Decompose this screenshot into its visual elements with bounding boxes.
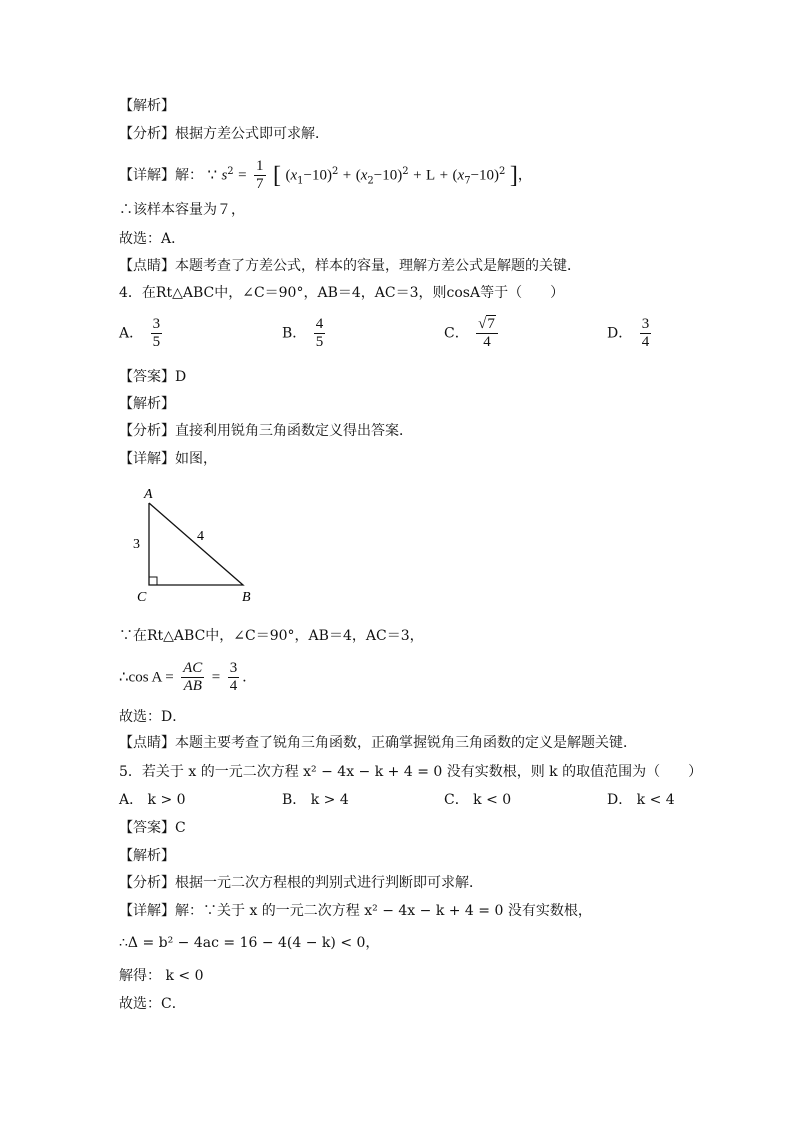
q5-option-a: A． k > 0 [119, 792, 186, 808]
q5-analysis-heading: 【解析】 [119, 848, 175, 864]
q5-delta-line: ∴Δ = b² − 4ac = 16 − 4(4 − k) < 0， [119, 935, 380, 951]
calc-tail: ． [242, 669, 257, 686]
option-c-label: C． [444, 325, 469, 342]
q5-answer-line [119, 818, 186, 838]
q5-option-b: B． k > 4 [282, 792, 349, 808]
q4-analysis-heading: 【解析】 [119, 396, 175, 412]
q4-analysis-text: 直接利用锐角三角函数定义得出答案． [175, 423, 413, 439]
q3-detail-lead: 解： [175, 167, 203, 184]
term1-square: 2 [331, 165, 339, 177]
q3-choose: 故选：A． [119, 231, 186, 247]
option-b-fraction [314, 316, 326, 351]
answer-tag: 【答案】 [119, 820, 175, 836]
detail-tag: 【详解】 [119, 903, 175, 919]
q5-option-d: D． k < 4 [607, 792, 675, 808]
side-ab-label: 4 [197, 529, 204, 544]
equals-sign: = [238, 167, 247, 184]
answer-tag: 【答案】 [119, 369, 175, 385]
plus-sign: + [439, 167, 449, 184]
q5-choose: 故选：C． [119, 996, 186, 1012]
option-c-fraction [476, 316, 498, 351]
vertex-b-label: B [242, 590, 251, 605]
q4-answer-line [119, 367, 186, 387]
q5-answer: C [175, 820, 186, 836]
plus-sign: + [342, 167, 352, 184]
detail-tag: 【详解】 [119, 451, 175, 467]
term2-minus-ten: −10 [373, 167, 398, 184]
term2-square: 2 [402, 165, 409, 177]
term7-subscript: 7 [464, 175, 471, 187]
q5-analysis-line [119, 873, 483, 893]
q5-detail-line [119, 901, 592, 921]
option-d-fraction [640, 316, 652, 351]
triangle-outline [149, 503, 243, 585]
fraction-numerator: 1 [256, 158, 264, 174]
q4-calc-line [119, 660, 256, 695]
term1-variable: x [290, 167, 298, 184]
left-bracket: [ [273, 162, 281, 189]
variance-square: 2 [227, 165, 234, 177]
formula-tail: ， [517, 167, 532, 184]
option-a-label: A． [119, 325, 144, 342]
option-d-numerator: 3 [641, 316, 650, 332]
option-a-fraction [151, 316, 163, 351]
option-b-label: B． [282, 325, 307, 342]
q3-analysis-text: 根据方差公式即可求解． [175, 126, 329, 142]
result-denominator: 4 [229, 678, 238, 694]
ac-numerator: AC [183, 660, 203, 676]
fenxi-tag: 【分析】 [119, 126, 175, 142]
q5-solve-line: 解得： k < 0 [119, 968, 204, 984]
q5-analysis-text: 根据一元二次方程根的判别式进行判断即可求解． [175, 875, 483, 891]
ac-over-ab-fraction [181, 660, 204, 695]
q4-option-c [444, 316, 501, 351]
q5-detail-text: 解：∵关于 x 的一元二次方程 x² − 4x − k + 4 = 0 没有实数根， [175, 903, 592, 919]
option-d-denominator: 4 [641, 334, 650, 350]
option-a-denominator: 5 [152, 334, 161, 350]
vertex-c-label: C [137, 590, 147, 605]
option-b-numerator: 4 [315, 316, 324, 332]
q5-option-c: C． k < 0 [444, 792, 512, 808]
ellipsis-L: L [425, 167, 436, 184]
q4-stem: 4．在Rt△ABC中，∠C＝90°，AB＝4，AC＝3，则cosA等于（ ） [119, 285, 565, 301]
q4-option-b [282, 316, 328, 351]
option-d-label: D． [607, 325, 633, 342]
q4-detail-line [119, 449, 217, 469]
ab-denominator: AB [183, 678, 202, 694]
term7-minus-ten: −10 [470, 167, 495, 184]
option-a-numerator: 3 [152, 316, 161, 332]
fenxi-tag: 【分析】 [119, 875, 175, 891]
q4-comment-line [119, 733, 637, 753]
term1-minus-ten: −10 [303, 167, 327, 184]
q3-detail-line: 【详解】解： ∵ $s^2$ = $\frac{1}{7}$ [ $(x_1-10)^2 + (x_2-10)^2 + L + (x_7-10)^2$ ]， [119, 158, 532, 192]
analysis-heading: 【解析】 [119, 98, 175, 114]
term7-square: 2 [499, 165, 506, 177]
variance-symbol: s [221, 167, 228, 184]
since-symbol: ∵ [207, 167, 217, 184]
one-seventh-fraction [254, 158, 266, 193]
right-angle-marker [149, 577, 157, 585]
result-numerator: 3 [229, 660, 238, 676]
q3-comment-line [119, 256, 581, 276]
right-triangle-figure [125, 485, 265, 607]
equals-sign: = [211, 669, 221, 686]
q4-choose: 故选：D． [119, 709, 187, 725]
side-ac-label: 3 [133, 537, 140, 552]
cos-a-lead: ∴cos A = [119, 669, 174, 686]
term2-subscript: 2 [367, 175, 374, 187]
term1-subscript: 1 [297, 175, 304, 187]
term2-variable: x [360, 167, 368, 184]
vertex-a-label: A [144, 487, 153, 502]
q4-analysis-line [119, 421, 413, 441]
comment-tag: 【点睛】 [119, 258, 175, 274]
term7-variable: x [457, 167, 465, 184]
q4-option-a [119, 316, 165, 351]
q4-comment-text: 本题主要考查了锐角三角函数，正确掌握锐角三角函数的定义是解题关键． [175, 735, 637, 751]
comment-tag: 【点睛】 [119, 735, 175, 751]
q3-conclusion: ∴该样本容量为７， [119, 202, 245, 218]
sqrt-radicand: 7 [487, 316, 495, 332]
plus-sign: + [413, 167, 422, 184]
right-bracket: ] [509, 162, 518, 189]
option-b-denominator: 5 [315, 334, 324, 350]
q4-option-d [607, 316, 654, 351]
fenxi-tag: 【分析】 [119, 423, 175, 439]
q5-stem: 5．若关于 x 的一元二次方程 x² − 4x − k + 4 = 0 没有实数根，则 k 的取值范围为（ ） [119, 764, 703, 780]
q4-detail-text: 如图， [175, 451, 217, 467]
q3-comment-text: 本题考查了方差公式，样本的容量，理解方差公式是解题的关键． [175, 258, 581, 274]
three-quarters-fraction [228, 660, 240, 695]
detail-tag: 【详解】 [119, 167, 175, 184]
q4-since-line: ∵在Rt△ABC中，∠C＝90°，AB＝4，AC＝3， [119, 628, 424, 644]
option-c-denominator: 4 [483, 334, 491, 350]
q3-analysis-line [119, 124, 329, 144]
option-c-numerator: √7 [476, 316, 498, 334]
fraction-denominator: 7 [256, 176, 264, 192]
q4-answer: D [175, 369, 187, 385]
